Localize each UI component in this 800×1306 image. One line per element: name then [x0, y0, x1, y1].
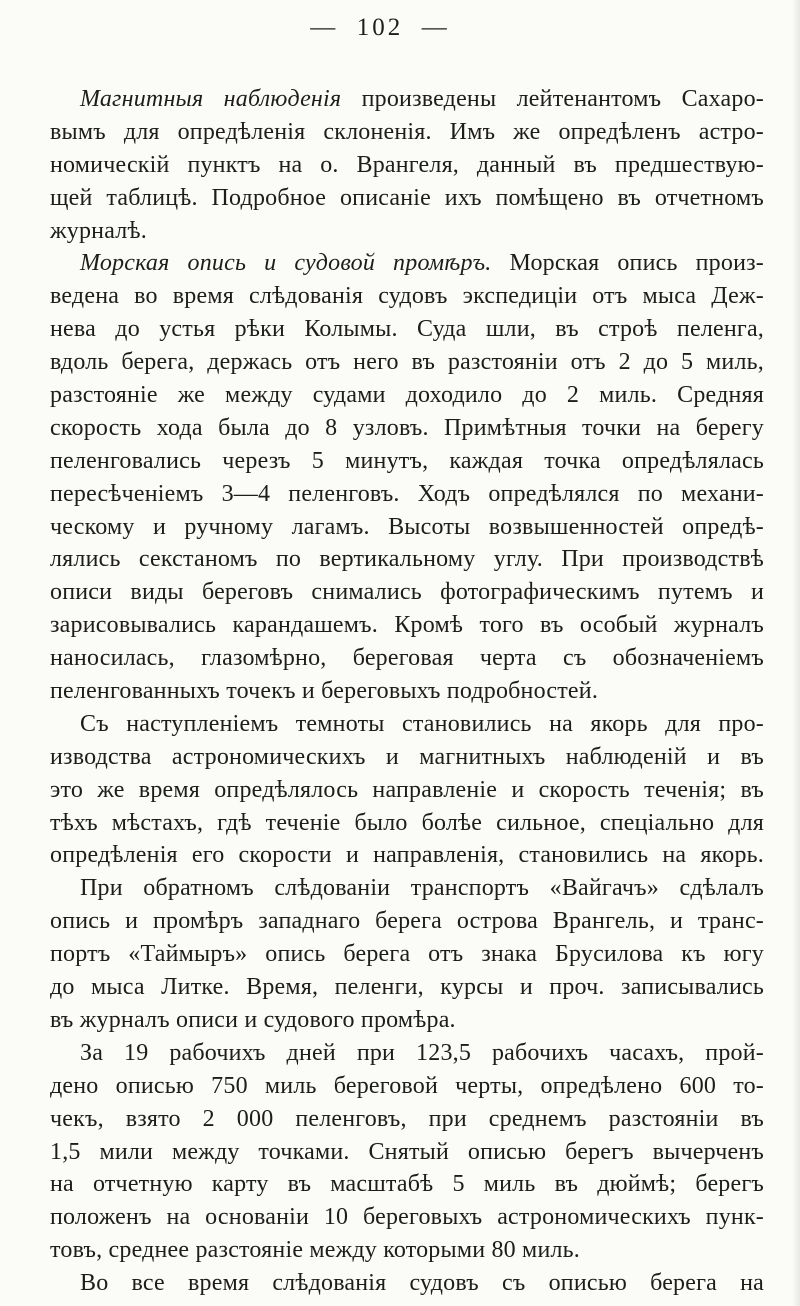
text-segment: дено описью 750 миль береговой черты, опредѣлено 600 то- — [50, 1072, 764, 1099]
text-line — [50, 609, 764, 642]
text-segment: произведены лейтенантомъ Сахаро- — [341, 86, 764, 112]
text-line — [50, 412, 764, 445]
text-segment: положенъ на основаніи 10 береговыхъ астрономическихъ пунк- — [50, 1204, 764, 1231]
text-segment: описи виды береговъ снимались фотографическимъ путемъ и — [50, 579, 764, 606]
italic-lead-phrase: Морская опись и судовой промѣръ. — [80, 250, 492, 277]
text-line — [50, 478, 764, 511]
text-segment: опись и промѣръ западнаго берега острова Врангель, и транс- — [50, 908, 764, 935]
text-segment: ведена во время слѣдованія судовъ экспедиціи отъ мыса Деж- — [50, 283, 764, 310]
text-line — [50, 543, 764, 576]
text-line — [50, 1234, 764, 1267]
text-segment: Морская опись произ- — [491, 250, 764, 277]
text-segment: тѣхъ мѣстахъ, гдѣ теченіе было болѣе сильное, спеціально для — [50, 809, 764, 836]
text-line — [50, 708, 764, 741]
text-line — [50, 1037, 764, 1070]
text-segment: щей таблицѣ. Подробное описаніе ихъ помѣщено въ отчетномъ — [50, 184, 764, 211]
text-segment: вдоль берега, держась отъ него въ разстояніи отъ 2 до 5 миль, — [50, 349, 764, 376]
page-number-header: — 102 — — [310, 14, 450, 41]
text-line — [50, 182, 764, 215]
text-segment: 1,5 мили между точками. Снятый описью берегъ вычерченъ — [50, 1138, 764, 1165]
text-line — [50, 905, 764, 938]
text-line — [50, 774, 764, 807]
text-segment: въ журналъ описи и судового промѣра. — [50, 1006, 456, 1033]
text-line — [50, 247, 764, 280]
text-line — [50, 346, 764, 379]
text-line — [50, 1201, 764, 1234]
text-segment: наносилась, глазомѣрно, береговая черта съ обозначеніемъ — [50, 645, 764, 672]
text-line — [50, 511, 764, 544]
text-segment: зарисовывались карандашемъ. Кромѣ того въ особый журналъ — [50, 612, 764, 639]
text-segment: журналѣ. — [50, 217, 147, 244]
text-segment: Во все время слѣдованія судовъ съ описью берега на — [80, 1270, 764, 1297]
text-segment: За 19 рабочихъ дней при 123,5 рабочихъ часахъ, прой- — [80, 1039, 764, 1066]
text-line — [50, 149, 764, 182]
text-segment: пересѣченіемъ 3—4 пеленговъ. Ходъ опредѣлялся по механи- — [50, 480, 764, 507]
text-segment: лялись секстаномъ по вертикальному углу. При производствѣ — [50, 546, 764, 573]
text-segment: пеленговались черезъ 5 минутъ, каждая точка опредѣлялась — [50, 447, 764, 474]
text-line — [50, 83, 764, 116]
text-segment: вымъ для опредѣленія склоненія. Имъ же опредѣленъ астро- — [50, 118, 764, 145]
text-segment: это же время опредѣлялось направленіе и скорость теченія; въ — [50, 776, 764, 803]
text-line — [50, 741, 764, 774]
text-line — [50, 971, 764, 1004]
text-line — [50, 379, 764, 412]
text-line — [50, 675, 764, 708]
text-segment: портъ «Таймыръ» опись берега отъ знака Брусилова къ югу — [50, 941, 764, 968]
text-line — [50, 642, 764, 675]
text-line — [50, 839, 764, 872]
text-segment: номическій пунктъ на о. Врангеля, данный въ предшествую- — [50, 151, 764, 178]
text-segment: пеленгованныхъ точекъ и береговыхъ подробностей. — [50, 678, 599, 705]
text-segment: чекъ, взято 2 000 пеленговъ, при среднемъ разстояніи въ — [50, 1105, 764, 1132]
text-line — [50, 445, 764, 478]
text-segment: скорость хода была до 8 узловъ. Примѣтныя точки на берегу — [50, 414, 764, 441]
text-line — [50, 807, 764, 840]
text-segment: товъ, среднее разстояніе между которыми 80 миль. — [50, 1237, 581, 1264]
text-segment: ческому и ручному лагамъ. Высоты возвышенностей опредѣ- — [50, 513, 764, 540]
text-line — [50, 116, 764, 149]
text-line — [50, 1267, 764, 1300]
text-segment: опредѣленія его скорости и направленія, становились на якорь. — [50, 842, 764, 869]
text-line — [50, 1004, 764, 1037]
text-segment: Съ наступленіемъ темноты становились на якорь для про- — [80, 710, 764, 737]
text-segment: нева до устья рѣки Колымы. Суда шли, въ строѣ пеленга, — [50, 316, 764, 343]
text-line — [50, 1103, 764, 1136]
text-segment: до мыса Литке. Время, пеленги, курсы и проч. записывались — [50, 974, 764, 1001]
text-line — [50, 280, 764, 313]
page-text — [50, 83, 764, 1300]
text-segment: на отчетную карту въ масштабѣ 5 миль въ дюймѣ; берегъ — [50, 1171, 764, 1198]
text-line — [50, 1136, 764, 1169]
text-segment: изводства астрономическихъ и магнитныхъ наблюденій и въ — [50, 743, 764, 770]
text-line — [50, 1070, 764, 1103]
italic-lead-phrase: Магнитныя наблюденія — [80, 86, 342, 112]
text-line — [50, 576, 764, 609]
text-line — [50, 215, 764, 248]
text-segment: разстояніе же между судами доходило до 2 миль. Средняя — [50, 382, 764, 409]
text-line — [50, 938, 764, 971]
text-segment: При обратномъ слѣдованіи транспортъ «Вайгачъ» сдѣлалъ — [80, 875, 764, 902]
text-line — [50, 1168, 764, 1201]
text-line — [50, 313, 764, 346]
text-line — [50, 872, 764, 905]
